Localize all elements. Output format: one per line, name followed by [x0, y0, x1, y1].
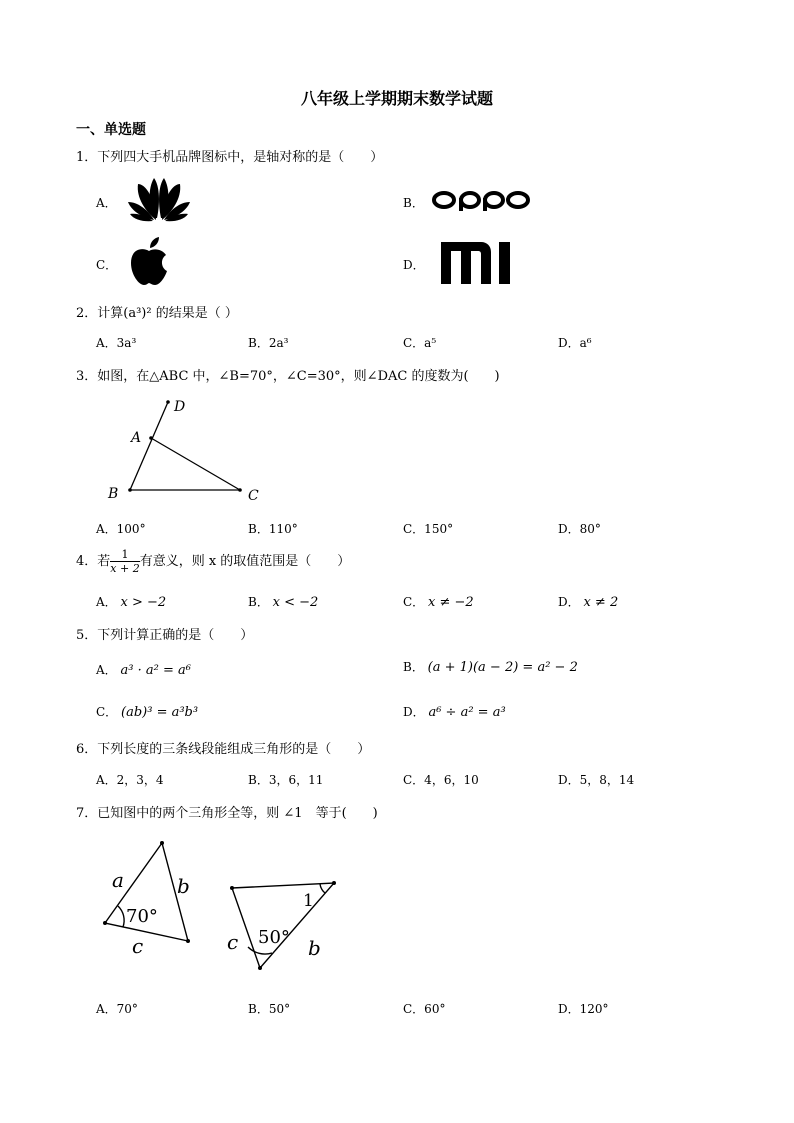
- point-label-d: D: [174, 399, 186, 415]
- q5-option-b: B． (a + 1)(a − 2) = a² − 2: [403, 660, 578, 675]
- huawei-logo-icon: [128, 176, 190, 222]
- q4-option-b: B． x < −2: [248, 595, 319, 610]
- fig7-label-c2: c: [227, 930, 239, 954]
- question-1-stem: 1．下列四大手机品牌图标中，是轴对称的是（ ）: [76, 150, 384, 165]
- mi-logo-icon: [441, 242, 511, 284]
- fig7-label-c: c: [132, 934, 144, 958]
- oppo-logo-icon: [432, 189, 530, 211]
- q2-option-b: B．2a³: [248, 336, 289, 350]
- congruent-triangles-figure: [100, 835, 360, 975]
- fig7-label-b2: b: [308, 936, 321, 960]
- q4-stem-post: 有意义，则 x 的取值范围是（ ）: [139, 554, 351, 569]
- q7-option-b: B．50°: [248, 1002, 291, 1016]
- triangle-abc-figure: [100, 395, 270, 505]
- q6-option-c: C．4，6，10: [403, 773, 479, 787]
- fig7-angle-50: 50°: [258, 927, 290, 948]
- q3-option-b: B．110°: [248, 522, 298, 536]
- q7-option-a: A．70°: [96, 1002, 138, 1016]
- apple-logo-icon: [128, 237, 170, 285]
- q3-option-d: D．80°: [558, 522, 601, 536]
- question-3-stem: 3．如图，在△ABC 中，∠B=70°，∠C=30°，则∠DAC 的度数为( ): [76, 369, 500, 384]
- q3-option-c: C．150°: [403, 522, 454, 536]
- q4-stem-pre: 4．若: [76, 554, 111, 569]
- q4-frac-denominator: x + 2: [110, 562, 140, 575]
- q1-option-b-label: B．: [403, 196, 424, 210]
- question-4-stem: [76, 548, 350, 575]
- section-heading: 一、单选题: [76, 122, 146, 138]
- q3-option-a: A．100°: [96, 522, 146, 536]
- point-label-c: C: [248, 488, 259, 504]
- fig7-label-b: b: [177, 874, 190, 898]
- q6-option-b: B．3，6，11: [248, 773, 324, 787]
- fig7-label-a: a: [112, 868, 124, 892]
- question-5-stem: 5．下列计算正确的是（ ）: [76, 628, 254, 643]
- point-label-a: A: [131, 430, 142, 446]
- question-2-stem: 2．计算(a³)² 的结果是（ ）: [76, 306, 238, 321]
- q1-option-a-label: A．: [96, 196, 117, 210]
- q2-option-d: D．a⁶: [558, 336, 592, 350]
- q4-frac-numerator: 1: [110, 548, 139, 562]
- q6-option-a: A．2，3，4: [96, 773, 164, 787]
- question-6-stem: 6．下列长度的三条线段能组成三角形的是（ ）: [76, 742, 371, 757]
- q5-option-c: C． (ab)³ = a³b³: [96, 705, 199, 720]
- q6-option-d: D．5，8，14: [558, 773, 635, 787]
- fig7-angle-1: 1: [303, 891, 314, 911]
- question-7-stem: 7．已知图中的两个三角形全等，则 ∠1 等于( ): [76, 806, 378, 821]
- q7-option-d: D．120°: [558, 1002, 609, 1016]
- q7-option-c: C．60°: [403, 1002, 446, 1016]
- q2-option-c: C．a⁵: [403, 336, 437, 350]
- q5-option-d: D． a⁶ ÷ a² = a³: [403, 705, 506, 720]
- q5-option-a: A． a³ · a² = a⁶: [96, 663, 191, 678]
- q4-option-c: C． x ≠ −2: [403, 595, 474, 610]
- q4-fraction: [110, 548, 139, 575]
- page-title: 八年级上学期期末数学试题: [300, 89, 493, 108]
- q1-option-d-label: D．: [403, 258, 425, 272]
- q4-option-a: A． x > −2: [96, 595, 167, 610]
- q4-option-d: D． x ≠ 2: [558, 595, 619, 610]
- q2-option-a: A．3a³: [96, 336, 137, 350]
- fig7-angle-70: 70°: [126, 906, 158, 927]
- q1-option-c-label: C．: [96, 258, 118, 272]
- point-label-b: B: [108, 486, 119, 502]
